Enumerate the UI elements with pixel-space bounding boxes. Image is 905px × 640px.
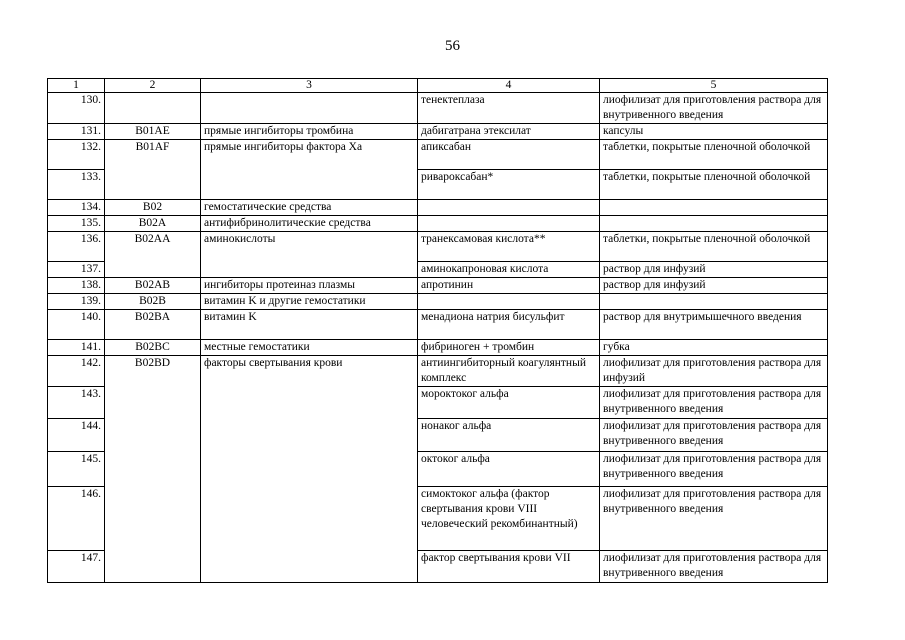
row-number: 141.	[48, 340, 105, 356]
table-row	[48, 294, 828, 310]
dosage-form: губка	[600, 340, 828, 356]
atc-code: B02BD	[105, 356, 201, 583]
dosage-form: лиофилизат для приготовления раствора для внутривенного введения	[600, 419, 828, 452]
table-row	[48, 216, 828, 232]
dosage-form: лиофилизат для приготовления раствора для внутривенного введения	[600, 387, 828, 419]
row-number: 135.	[48, 216, 105, 232]
row-number: 132.	[48, 140, 105, 170]
header-cell: 2	[105, 79, 201, 93]
dosage-form: лиофилизат для приготовления раствора для внутривенного введения	[600, 551, 828, 583]
page-number: 56	[445, 38, 460, 54]
drug-name: ривароксабан*	[418, 170, 600, 200]
drug-name: апротинин	[418, 278, 600, 294]
drug-name: апиксабан	[418, 140, 600, 170]
dosage-form: таблетки, покрытые пленочной оболочкой	[600, 140, 828, 170]
drug-name: транексамовая кислота**	[418, 232, 600, 262]
dosage-form	[600, 200, 828, 216]
table-row	[48, 232, 828, 262]
atc-code: B02AB	[105, 278, 201, 294]
row-number: 142.	[48, 356, 105, 387]
atc-group: прямые ингибиторы фактора Xa	[201, 140, 418, 200]
header-cell: 3	[201, 79, 418, 93]
atc-group	[201, 93, 418, 124]
header-cell: 4	[418, 79, 600, 93]
table-row	[48, 124, 828, 140]
drug-name: аминокапроновая кислота	[418, 262, 600, 278]
atc-group: местные гемостатики	[201, 340, 418, 356]
dosage-form: раствор для внутримышечного введения	[600, 310, 828, 340]
row-number: 143.	[48, 387, 105, 419]
dosage-form: лиофилизат для приготовления раствора для внутривенного введения	[600, 452, 828, 487]
row-number: 138.	[48, 278, 105, 294]
drug-name: тенектеплаза	[418, 93, 600, 124]
atc-code: B02AA	[105, 232, 201, 278]
dosage-form: таблетки, покрытые пленочной оболочкой	[600, 232, 828, 262]
drug-name: антиингибиторный коагулянтный комплекс	[418, 356, 600, 387]
row-number: 134.	[48, 200, 105, 216]
atc-group: аминокислоты	[201, 232, 418, 278]
table-row	[48, 356, 828, 387]
row-number: 146.	[48, 487, 105, 551]
atc-group: ингибиторы протеиназ плазмы	[201, 278, 418, 294]
drug-name: нонаког альфа	[418, 419, 600, 452]
atc-code: B02B	[105, 294, 201, 310]
atc-group: витамин K	[201, 310, 418, 340]
atc-group: антифибринолитические средства	[201, 216, 418, 232]
atc-code: B01AF	[105, 140, 201, 200]
table-row	[48, 93, 828, 124]
dosage-form	[600, 294, 828, 310]
drug-name: фибриноген + тромбин	[418, 340, 600, 356]
atc-group: витамин K и другие гемостатики	[201, 294, 418, 310]
dosage-form: лиофилизат для приготовления раствора для инфузий	[600, 356, 828, 387]
row-number: 139.	[48, 294, 105, 310]
table-row	[48, 310, 828, 340]
dosage-form: таблетки, покрытые пленочной оболочкой	[600, 170, 828, 200]
drug-name: дабигатрана этексилат	[418, 124, 600, 140]
dosage-form	[600, 216, 828, 232]
dosage-form: капсулы	[600, 124, 828, 140]
dosage-form: раствор для инфузий	[600, 278, 828, 294]
row-number: 136.	[48, 232, 105, 262]
row-number: 147.	[48, 551, 105, 583]
row-number: 140.	[48, 310, 105, 340]
drug-name: фактор свертывания крови VII	[418, 551, 600, 583]
dosage-form: раствор для инфузий	[600, 262, 828, 278]
row-number: 131.	[48, 124, 105, 140]
atc-code: B01AE	[105, 124, 201, 140]
row-number: 133.	[48, 170, 105, 200]
atc-code: B02BC	[105, 340, 201, 356]
row-number: 137.	[48, 262, 105, 278]
drug-name	[418, 200, 600, 216]
table-row	[48, 200, 828, 216]
dosage-form: лиофилизат для приготовления раствора для внутривенного введения	[600, 93, 828, 124]
dosage-form: лиофилизат для приготовления раствора для внутривенного введения	[600, 487, 828, 551]
drug-table	[47, 78, 828, 583]
drug-name	[418, 294, 600, 310]
drug-name: октоког альфа	[418, 452, 600, 487]
atc-group: прямые ингибиторы тромбина	[201, 124, 418, 140]
table-row	[48, 340, 828, 356]
drug-name: мороктоког альфа	[418, 387, 600, 419]
atc-group: гемостатические средства	[201, 200, 418, 216]
atc-code	[105, 93, 201, 124]
atc-code: B02A	[105, 216, 201, 232]
drug-name: симоктоког альфа (фактор свертывания крови VIII человеческий рекомбинантный)	[418, 487, 600, 551]
row-number: 145.	[48, 452, 105, 487]
row-number: 130.	[48, 93, 105, 124]
atc-code: B02BA	[105, 310, 201, 340]
atc-group: факторы свертывания крови	[201, 356, 418, 583]
drug-name	[418, 216, 600, 232]
table-row	[48, 278, 828, 294]
table-row	[48, 140, 828, 170]
table-header-row	[48, 79, 828, 93]
row-number: 144.	[48, 419, 105, 452]
drug-name: менадиона натрия бисульфит	[418, 310, 600, 340]
header-cell: 5	[600, 79, 828, 93]
header-cell: 1	[48, 79, 105, 93]
atc-code: B02	[105, 200, 201, 216]
